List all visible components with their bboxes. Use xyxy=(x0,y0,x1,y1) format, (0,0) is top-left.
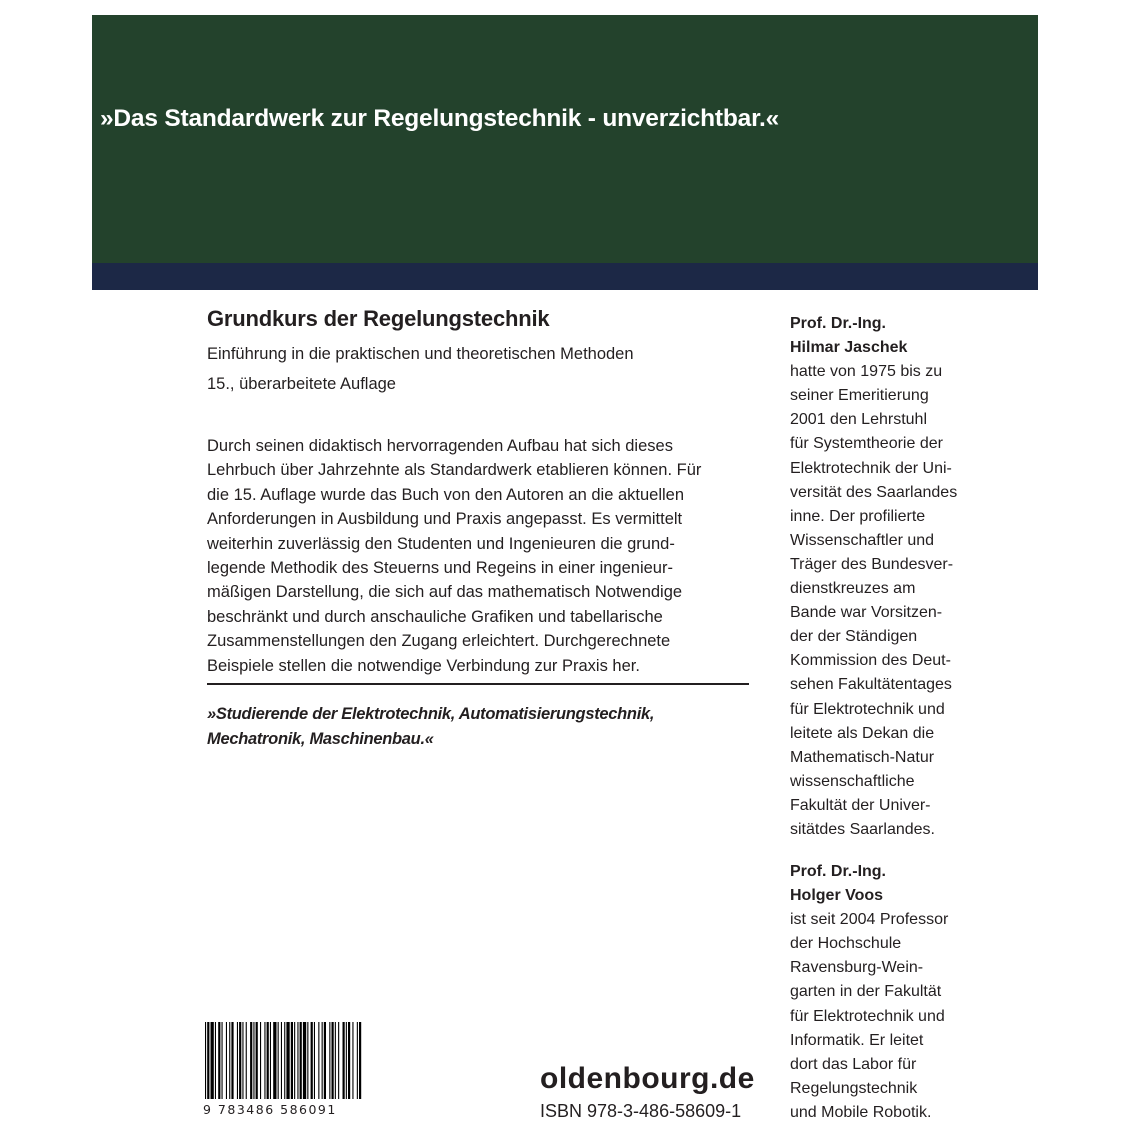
author-name-line: Hilmar Jaschek xyxy=(790,339,908,357)
publisher-website: oldenbourg.de xyxy=(540,1062,755,1095)
bio-line: für Elektrotechnik und xyxy=(790,1007,945,1025)
audience-line: Mechatronik, Maschinenbau.« xyxy=(207,729,434,748)
bio-line: leitete als Dekan die xyxy=(790,724,935,742)
description-line: Durch seinen didaktisch hervorragenden Aufbau hat sich dieses xyxy=(207,437,673,455)
description-line: Anforderungen in Ausbildung und Praxis angepasst. Es vermittelt xyxy=(207,510,683,529)
bio-line: wissenschaftliche xyxy=(790,772,915,790)
bio-line: sehen Fakultätentages xyxy=(790,676,952,694)
bio-line: Bande war Vorsitzen- xyxy=(790,604,943,622)
bio-line: Informatik. Er leitet xyxy=(790,1031,924,1049)
description-line: Zusammenstellungen den Zugang erleichtert. Durchgerechnete xyxy=(207,632,671,651)
barcode-number: 9 783486 586091 xyxy=(203,1102,337,1117)
bio-line: für Elektrotechnik und xyxy=(790,700,945,718)
bio-line: ist seit 2004 Professor xyxy=(790,911,949,929)
author-bio-jaschek xyxy=(790,312,980,842)
bio-line: garten in der Fakultät xyxy=(790,983,942,1001)
bio-line: und Mobile Robotik. xyxy=(790,1103,932,1121)
bio-line: 2001 den Lehrstuhl xyxy=(790,411,927,429)
author-name-line: Holger Voos xyxy=(790,887,884,905)
isbn-number: ISBN 978-3-486-58609-1 xyxy=(540,1101,742,1121)
description-line: mäßigen Darstellung, die sich auf das mathematisch Notwendige xyxy=(207,583,683,602)
divider-rule xyxy=(207,683,749,685)
bio-line: versität des Saarlandes xyxy=(790,483,958,501)
main-column xyxy=(207,306,752,678)
cover-banner xyxy=(92,15,1038,263)
bio-line: der Hochschule xyxy=(790,935,902,953)
bio-line: Kommission des Deut- xyxy=(790,652,951,670)
book-subtitle: Einführung in die praktischen und theoretischen Methoden xyxy=(207,345,634,363)
author-name-line: Prof. Dr.-Ing. xyxy=(790,315,886,332)
bio-line: Träger des Bundesver- xyxy=(790,555,954,573)
bio-line: für Systemtheorie der xyxy=(790,435,943,453)
bio-line: dienstkreuzes am xyxy=(790,580,916,598)
bio-line: Fakultät der Univer- xyxy=(790,796,931,814)
bio-line: dort das Labor für xyxy=(790,1055,917,1073)
audience-quote xyxy=(207,702,654,751)
bio-line: inne. Der profilierte xyxy=(790,507,926,525)
description-line: beschränkt und durch anschauliche Grafiken und tabellarische xyxy=(207,607,663,626)
bio-line: Mathematisch-Natur xyxy=(790,748,935,766)
bio-line: hatte von 1975 bis zu xyxy=(790,363,943,381)
description-line: Beispiele stellen die notwendige Verbindung zur Praxis her. xyxy=(207,656,640,675)
banner-stripe xyxy=(92,263,1038,290)
barcode-image xyxy=(203,1022,363,1099)
bio-line: Elektrotechnik der Uni- xyxy=(790,459,952,477)
description-line: legende Methodik des Steuerns und Regeins in einer ingenieur- xyxy=(207,559,673,578)
bio-line: sitätdes Saarlandes. xyxy=(790,820,935,838)
description-line: die 15. Auflage wurde das Buch von den Autoren an die aktuellen xyxy=(207,485,685,504)
banner-quote: »Das Standardwerk zur Regelungstechnik - unverzichtbar.« xyxy=(100,105,780,132)
bio-line: Regelungstechnik xyxy=(790,1079,918,1097)
author-bio-voos xyxy=(790,860,980,1125)
book-description xyxy=(207,434,752,678)
description-line: Lehrbuch über Jahrzehnte als Standardwerk etablieren können. Für xyxy=(207,461,702,480)
bio-line: Ravensburg-Wein- xyxy=(790,959,924,977)
description-line: weiterhin zuverlässig den Studenten und Ingenieuren die grund- xyxy=(207,534,675,553)
book-title: Grundkurs der Regelungstechnik xyxy=(207,306,550,331)
bio-line: Wissenschaftler und xyxy=(790,531,935,549)
audience-line: »Studierende der Elektrotechnik, Automatisierungstechnik, xyxy=(207,705,655,723)
author-name-line: Prof. Dr.-Ing. xyxy=(790,863,886,880)
bio-line: seiner Emeritierung xyxy=(790,387,929,405)
book-edition: 15., überarbeitete Auflage xyxy=(207,375,396,393)
bio-line: der der Ständigen xyxy=(790,628,918,646)
